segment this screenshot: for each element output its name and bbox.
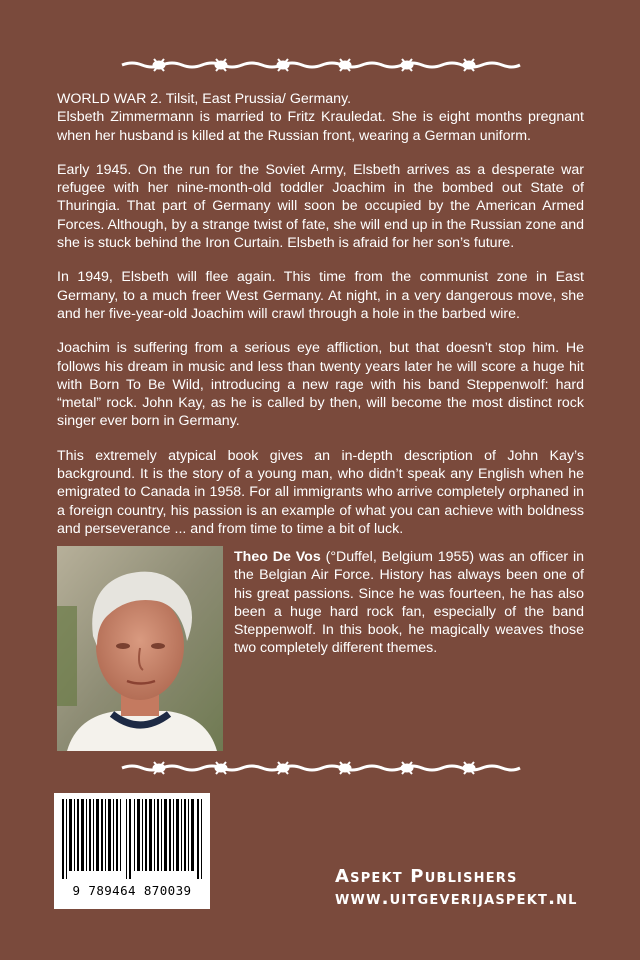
- blurb: [57, 90, 584, 554]
- author-photo: [57, 546, 223, 751]
- author-bio-text: (°Duffel, Belgium 1955) was an officer in the Belgian Air Force. History has always been one of his great passions. Since he was fourteen, he has also been a huge hard rock fan, especially of the band Steppenwolf. In this book, he magically weaves those two completely different themes.: [234, 549, 584, 657]
- blurb-paragraph-3: In 1949, Elsbeth will flee again. This time from the communist zone in East Germany, to a much freer West Germany. At night, in a very dangerous move, she and her five-year-old Joachim will crawl through a hole in the barbed wire.: [57, 269, 584, 322]
- blurb-paragraph-1: [57, 90, 584, 145]
- author-bio: [234, 548, 584, 658]
- isbn-number: 9 789464 870039: [72, 883, 192, 898]
- blurb-heading-line: WORLD WAR 2. Tilsit, East Prussia/ Germany.: [57, 91, 352, 107]
- author-name: Theo De Vos: [234, 549, 321, 565]
- barbed-wire-divider-top: [120, 55, 522, 75]
- barbed-wire-divider-bottom: [120, 758, 522, 778]
- blurb-paragraph-5: This extremely atypical book gives an in-depth description of John Kay’s background. It is the story of a young man, who didn’t speak any English when he emigrated to Canada in 1958. For all immigrants who arrive completely orphaned in a foreign country, his passion is an example of what you can achieve with boldness and perseverance ... and from time to time a bit of luck.: [57, 447, 584, 537]
- barcode-icon: [60, 799, 204, 879]
- blurb-line: Elsbeth Zimmermann is married to Fritz Krauledat. She is eight months pregnant when her husband is killed at the Russian front, wearing a German uniform.: [57, 109, 584, 144]
- publisher-block: [335, 866, 578, 910]
- barcode: [54, 793, 210, 909]
- publisher-website: www.uitgeverijaspekt.nl: [335, 888, 578, 909]
- blurb-paragraph-2: Early 1945. On the run for the Soviet Army, Elsbeth arrives as a desperate war refugee with her nine-month-old toddler Joachim in the bombed out State of Thuringia. That part of Germany will soon be occupied by the American Armed Forces. Although, by a strange twist of fate, she will end up in the Russian zone and she is stuck behind the Iron Curtain. Elsbeth is afraid for her son’s future.: [57, 161, 584, 252]
- blurb-paragraph-4: Joachim is suffering from a serious eye affliction, but that doesn’t stop him. He follows his dream in music and less than twenty years later he will score a huge hit with Born To Be Wild, introducing a new rage with his band Steppenwolf: hard “metal” rock. John Kay, as he is called by then, will become the most distinct rock singer ever born in Germany.: [57, 340, 584, 430]
- publisher-name: Aspekt Publishers: [335, 866, 518, 887]
